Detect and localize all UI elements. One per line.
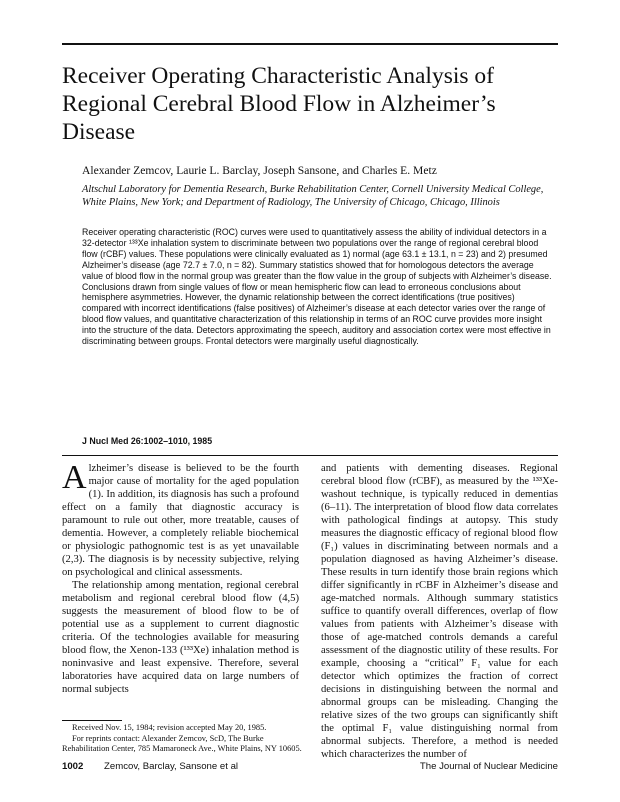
received-note: Received Nov. 15, 1984; revision accepted May 20, 1985.: [72, 723, 267, 732]
section-rule: [62, 455, 558, 456]
reprints-note: For reprints contact: Alexander Zemcov, ScD, The Burke Rehabilitation Center, 785 Mamaroneck Ave., White Plains, NY 10605.: [62, 733, 302, 754]
abstract: Receiver operating characteristic (ROC) curves were used to quantitatively assess the ability of individual detectors in a 32-detector ¹³³Xe inhalation system to discriminate between two populations over the range of regional cerebral blood flow (rCBF) values. These populations were clinically evaluated as 1) normal (age 63.1 ± 13.1, n = 23) and 2) presumed Alzheimer’s disease (age 72.7 ± 7.0, n = 82). Summary statistics showed that for homologous detectors the average value of blood flow in the normal group was greater than the flow value in the group of subjects with Alzheimer’s disease. Conclusions drawn from single values of flow or mean hemispheric flow can lead to erroneous conclusions about hemisphere asymmetries. However, the dynamic relationship between the correct identifications (true positives) compared with incorrect identifications (false positives) of Alzheimer’s disease at each detector varies over the range of blood flow values, and quantitative characterization of this relationship in terms of an ROC curve provides more insight into the structure of the data. Detectors approximating the speech, auditory and association cortex were most effective in discriminating between groups. Frontal detectors were marginally useful diagnostically.: [82, 227, 552, 347]
running-authors: Zemcov, Barclay, Sansone et al: [104, 761, 239, 772]
body-paragraph: and patients with dementing diseases. Regional cerebral blood flow (rCBF), as measured by the ¹³³Xe-washout technique, is typically reduced in dementias (6–11). The interpretation of blood flow data correlates with pathological findings at autopsy. This study measures the diagnostic efficacy of regional blood flow (F₁) values in discriminating between normals and a population diagnosed as having Alzheimer’s disease. These results in turn identify those brain regions which differ significantly in rCBF in Alzheimer’s disease and age-matched normals. Although summary statistics suffice to quantify overall differences, overlap of flow values from patients with Alzheimer’s disease with those of age-matched controls demands a careful assessment of the diagnostic utility of these results. For example, choosing a “critical” F₁ value for each detector which optimizes the fraction of correct decisions in distinguishing between the normal and abnormal groups can be misleading. Changing the relative sizes of the two groups can significantly shift the optimal F₁ value distinguishing normal from abnormal subjects. Therefore, a method is needed which characterizes the number of: [321, 463, 558, 760]
affiliation: Altschul Laboratory for Dementia Research, Burke Rehabilitation Center, Cornell University Medical College, White Plains, New York; and Department of Radiology, The University of Chicago, Chicago, Illinois: [82, 184, 544, 208]
author-list: Alexander Zemcov, Laurie L. Barclay, Joseph Sansone, and Charles E. Metz: [82, 164, 437, 177]
page-footer: [62, 761, 558, 772]
body-column-right: [321, 462, 558, 761]
paragraph-text: lzheimer’s disease is believed to be the fourth major cause of mortality for the aged population (1). In addition, its diagnosis has such a profound effect on a family that diagnostic accuracy is paramount to rule out other, more treatable, causes of dementia. However, a completely reliable biochemical or physiologic pathognomic test is as yet unavailable (2,3). The diagnosis is by necessity subjective, relying on psychological and clinical assessments.: [62, 463, 299, 578]
journal-name: The Journal of Nuclear Medicine: [419, 761, 558, 772]
page-number: 1002: [62, 761, 84, 772]
article-title: Receiver Operating Characteristic Analysis of Regional Cerebral Blood Flow in Alzheimer’s Disease: [62, 63, 496, 145]
body-paragraph: [62, 459, 299, 579]
footnotes: [62, 723, 312, 755]
body-column-left: [62, 459, 299, 696]
body-paragraph: The relationship among mentation, regional cerebral metabolism and regional cerebral blood flow (4,5) suggests the measurement of blood flow to be of potential use as a supplement to current diagnostic criteria. Of the technologies available for measuring blood flow, the Xenon-133 (¹³³Xe) inhalation method is noninvasive and least expensive. Therefore, several laboratories have acquired data on large numbers of normal subjects: [62, 580, 299, 695]
journal-citation: J Nucl Med 26:1002–1010, 1985: [82, 436, 213, 446]
drop-cap: A: [62, 459, 87, 496]
top-rule: [62, 43, 558, 45]
footnote-rule: [62, 720, 122, 721]
